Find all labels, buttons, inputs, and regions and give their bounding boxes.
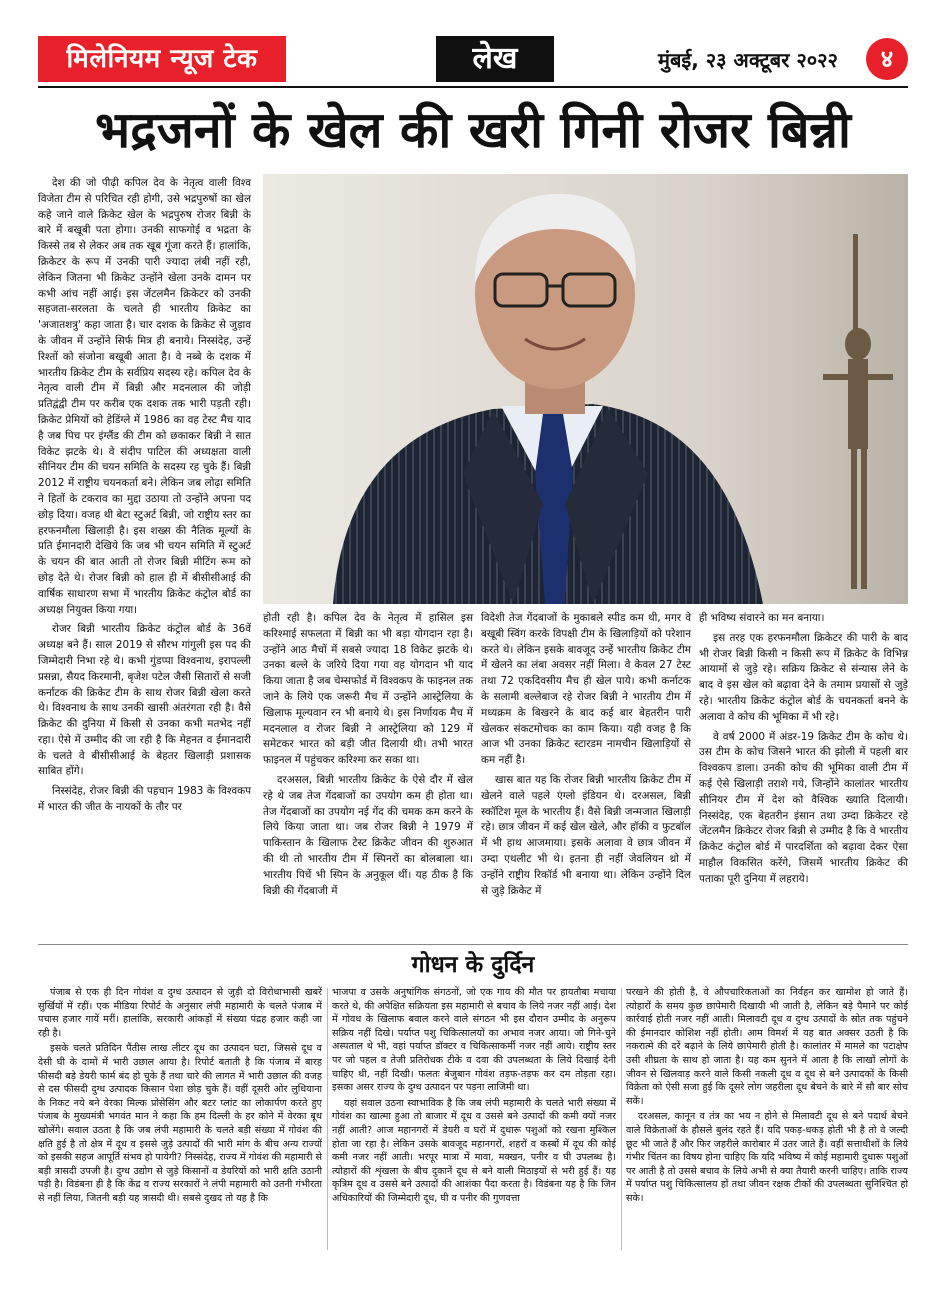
page-number-badge: ४	[866, 38, 908, 80]
editorial-paragraph: भाजपा व उसके अनुषांगिक संगठनों, जो एक गाय की मौत पर हायतौबा मचाया करते थे, की अपेक्षित सक्रियता इस महामारी से बचाव के लिये नजर नहीं आई। देश में गोवध के खिलाफ बवाल करने वाले संगठन भी इस दौरान उम्मीद के अनुरूप सक्रिय नहीं दिखे। पर्याप्त पशु चिकित्सालयों का अभाव नजर आया। जो गिने-चुने अस्पताल थे भी, वहां पर्याप्त डॉक्टर व चिकित्साकर्मी नजर नहीं आये। राष्ट्रीय स्तर पर जो पहल व तेजी प्रतिरोधक टीके व दवा की उपलब्धता के लिये दिखाई देनी चाहिए थी, नहीं दिखी। फलतः बेजुबान गोवंश तड़फ-तड़फ कर दम तोड़ता रहा। इसका असर राज्य के दुग्ध उत्पादन पर पड़ना लाजिमी था।	[332, 987, 616, 1094]
article-paragraph: दरअसल, बिन्नी भारतीय क्रिकेट के ऐसे दौर में खेल रहे थे जब तेज गेंदबाजों का उपयोग कम ही होता था। तेज गेंदबाजों का उपयोग नई गेंद की चमक कम करने के लिये किया जाता था। जब रोजर बिन्नी ने 1979 में पाकिस्तान के खिलाफ टेस्ट क्रिकेट जीवन की शुरुआत की थी तो भारतीय टीम में स्पिनरों का बोलबाला था। भारतीय पिचें भी स्पिन के अनुकूल थीं। यह ठीक है कि बिन्नी की गेंदबाजी में	[263, 773, 473, 897]
article-paragraph: ही भविष्य संवारने का मन बनाया।	[699, 612, 825, 624]
article-paragraph: होती रही है। कपिल देव के नेतृत्व में हासिल इस करिश्माई सफलता में बिन्नी का भी बड़ा योगदान रहा है। उन्होंने आठ मैचों में सबसे ज्यादा 18 विकेट झटके थे। उनका बल्ले के जरिये दिया गया वह योगदान भी याद किया जाता है जब चेम्सफोर्ड में विश्वकप के फाइनल तक जाने के लिये एक जरूरी मैच में उन्होंने आस्ट्रेलिया के खिलाफ मूल्यवान रन भी बनाये थे। इस निर्णायक मैच में मदनलाल व रोजर बिन्नी ने आस्ट्रेलिया को 129 में समेटकर भारत को बड़ी जीत दिलायी थी। तभी भारत फाइनल में पहुंचकर करिश्मा कर सका था।	[263, 612, 473, 767]
editorial-paragraph: इसके चलते प्रतिदिन पैंतीस लाख लीटर दूध का उत्पादन घटा, जिससे दूध व देसी घी के दामों में भारी उछाल आया है। रिपोर्ट बताती है कि पंजाब में बारह फीसदी बड़े डेयरी फार्म बंद हो चुके हैं तथा चारे की लागत में भारी उछाल की वजह से दस फीसदी दुग्ध उत्पादक किसान पेशा छोड़ चुके हैं। वहीं दूसरी ओर लुधियाना के निकट नये बने वेरका मिल्क प्रोसेसिंग और बटर प्लांट का लोकार्पण करते हुए पंजाब के मुख्यमंत्री भगवंत मान ने कहा कि हम दिल्ली के हर कोने में वेरका बूथ खोलेंगे। सवाल उठता है कि जब लंपी महामारी के चलते बड़ी संख्या में गोवंश की क्षति हुई है तो क्षेत्र में दूध व इससे जुड़े उत्पादों की भारी मांग के बीच अन्य राज्यों को इसकी सहज आपूर्ति संभव हो पायेगी? निस्संदेह, राज्य में गोवंश की महामारी से बड़ी त्रासदी उपजी है। दुग्ध उद्योग से जुड़े किसानों व डेयरियों को भारी क्षति उठानी पड़ी है। विडंबना ही है कि केंद्र व राज्य सरकारों ने लंपी महामारी को उतनी गंभीरता से नहीं लिया, जितनी बड़ी यह त्रासदी थी। सबसे दुखद तो यह है कि	[38, 1043, 322, 1204]
masthead	[38, 36, 908, 82]
column-rule	[621, 988, 622, 1250]
section-divider	[38, 944, 908, 945]
masthead-rule	[38, 86, 908, 88]
editorial-column-3	[626, 986, 908, 1256]
portrait-illustration	[263, 174, 908, 604]
editorial-paragraph: परखने की होती है, वे औपचारिकताओं का निर्वहन कर खामोश हो जाते हैं। त्योहारों के समय कुछ छापेमारी दिखायी भी जाती है, लेकिन बड़े पैमाने पर कोई कार्रवाई होती नजर नहीं आती। मिलावटी दूध व दुग्ध उत्पादों के स्रोत तक पहुंचने की ईमानदार कोशिश नहीं होती। आम विमर्श में यह बात अक्सर उठती है कि नकरात्मे की दरें बढ़ाने के लिये छापेमारी होती है। कालांतर में मामले का पटाक्षेप उसी शीघ्रता के साथ हो जाता है। यह कम सुनने में आता है कि लाखों लोगों के जीवन से खिलवाड़ करने वाले किसी नकली दूध व दूध से बने उत्पादकों के किसी विक्रेता को ऐसी सजा हुई कि दूसरे लोग जहरीला दूध बेचने के बारे में सौ बार सोच सकें।	[626, 987, 908, 1107]
editorial-paragraph: पंजाब से एक ही दिन गोवंश व दुग्ध उत्पादन से जुड़ी दो विरोधाभासी खबरें सुर्खियों में रहीं। एक मीडिया रिपोर्ट के अनुसार लंपी महामारी के चलते पंजाब में पचास हजार गायें मरीं। हालांकि, सरकारी आंकड़ों में संख्या पंद्रह हजार कही जा रही है।	[38, 987, 322, 1039]
column-rule	[327, 988, 328, 1250]
article-paragraph: वे वर्ष 2000 में अंडर-19 क्रिकेट टीम के कोच थे। उस टीम के कोच जिसने भारत की झोली में पहली बार विश्वकप डाला। उनकी कोच की भूमिका वाली टीम में कई ऐसे खिलाड़ी तराशे गये, जिन्होंने कालांतर भारतीय सीनियर टीम में देश को वैश्विक ख्याति दिलायी।निस्संदेह, एक बेहतरीन इंसान तथा उम्दा क्रिकेटर रहे जेंटलमैन क्रिकेटर रोजर बिन्नी से उम्मीद है कि वे भारतीय क्रिकेट कंट्रोल बोर्ड में पारदर्शिता को बढ़ावा देकर ऐसा माहौल विकसित करेंगे, जिसमें भारतीय क्रिकेट की पताका पूरी दुनिया में लहराये।	[699, 730, 908, 885]
article-paragraph: विदेशी तेज गेंदबाजों के मुकाबले स्पीड कम थी, मगर वे बखूबी स्विंग करके विपक्षी टीम के खिलाड़ियों को परेशान करते थे। लेकिन इसके बावजूद उन्हें भारतीय क्रिकेट टीम में खेलने का लंबा अवसर नहीं मिला। वे केवल 27 टेस्ट तथा 72 एकदिवसीय मैच ही खेल पाये। कभी कर्नाटक के सलामी बल्लेबाज रहे रोजर बिन्नी ने भारतीय टीम में मध्यक्रम के बिखरने के बाद कई बार बेहतरीन पारी खेलकर संकटमोचक का काम किया। यही वजह है कि आज भी उनका क्रिकेट स्टारडम नामचीन खिलाड़ियों से कम नहीं है।	[481, 612, 691, 767]
article-photo	[263, 174, 908, 604]
article-column-3	[481, 611, 691, 937]
article-column-2	[263, 611, 473, 937]
editorial-paragraph: यहां सवाल उठना स्वाभाविक है कि जब लंपी महामारी के चलते भारी संख्या में गोवंश का खात्मा हुआ तो बाजार में दूध व उससे बने उत्पादों की कमी क्यों नजर नहीं आती? आज महानगरों में डेयरी व घरों में दुधारू पशुओं को रखना मुश्किल होता जा रहा है। लेकिन उसके बावजूद महानगरों, शहरों व कस्बों में दूध की कोई कमी नजर नहीं आती। भरपूर मात्रा में मावा, मक्खन, पनीर व घी उपलब्ध है। त्योहारों की शृंखला के बीच दुकानें दूध से बने वाली मिठाइयों से भरी हुई हैं। यह कृत्रिम दूध व उससे बने उत्पादों की आशंका पैदा करता है। विडंबना यह है कि जिन अधिकारियों की जिम्मेदारी दूध, घी व पनीर की गुणवत्ता	[332, 1097, 616, 1204]
article-paragraph: रोजर बिन्नी भारतीय क्रिकेट कंट्रोल बोर्ड के 36वें अध्यक्ष बने हैं। साल 2019 से सौरभ गांगुली इस पद की जिम्मेदारी निभा रहे थे। कभी गुंडप्पा विश्वनाथ, इरापल्ली प्रसन्ना, सैयद किरमानी, बृजेश पटेल जैसी सितारों से सजी कर्नाटक की क्रिकेट टीम के साथ रोजर बिन्नी खेला करते थे। विश्वनाथ के साथ उनकी खासी अंतरंगता रही है। वैसे क्रिकेट की दुनिया में किसी से उनका कभी मतभेद नहीं रहा। ऐसे में उम्मीद की जा रही है कि मेहनत व ईमानदारी के चलते वे बीसीसीआई के बेहतर खिलाड़ी प्रशासक साबित होंगे।	[38, 623, 251, 778]
brand-banner: मिलेनियम न्यूज टेक	[38, 36, 286, 82]
editorial-column-1	[38, 986, 322, 1256]
article-paragraph: देश की जो पीढ़ी कपिल देव के नेतृत्व वाली विश्व विजेता टीम से परिचित रही होगी, उसे भद्रपुरुषों का खेल कहे जाने वाले क्रिकेट खेल के भद्रपुरुष रोजर बिन्नी के बारे में बखूबी पता होगा। उनकी साफगोई व भद्रता के किस्से तब से लेकर अब तक खूब गूंजा करते हैं। हालांकि, क्रिकेटर के रूप में उनकी पारी ज्यादा लंबी नहीं रही, लेकिन जितना भी क्रिकेट उन्होंने खेला उनके दामन पर कभी आंच नहीं आई। इस जेंटलमैन क्रिकेटर को उनकी सहजता-सरलता के चलते ही भारतीय क्रिकेट का 'अजातशत्रु' कहा जाता है। चार दशक के क्रिकेट से जुड़ाव के जीवन में उन्होंने सिर्फ मित्र ही बनाये। निस्संदेह, उन्हें रिश्तों को संजोना बखूबी आता है। वे नब्बे के दशक में भारतीय क्रिकेट टीम के सर्वप्रिय सदस्य रहे। कपिल देव के नेतृत्व वाली टीम में बिन्नी और मदनलाल की जोड़ी प्रतिद्वंद्वी टीम पर करीब एक दशक तक भारी पड़ती रही। क्रिकेट प्रेमियों को हेडिंग्ले में 1986 का वह टेस्ट मैच याद है जब पिच पर इंग्लैंड की टीम को छकाकर बिन्नी ने सात विकेट झटके थे। वे संदीप पाटिल की अध्यक्षता वाली सीनियर टीम की चयन समिति के सदस्य रह चुके हैं। बिन्नी 2012 में राष्ट्रीय चयनकर्ता बने। लेकिन जब लोढ़ा समिति ने हितों के टकराव का मुद्दा उठाया तो उन्होंने अपना पद छोड़ दिया। वजह थी बेटा स्टुअर्ट बिन्नी, जो राष्ट्रीय स्तर का हरफनमौला खिलाड़ी है। इस शख्स की नैतिक मूल्यों के प्रति ईमानदारी देखिये कि जब भी चयन समिति में स्टुअर्ट के चयन की बात आती तो रोजर बिन्नी मीटिंग रूम को छोड़ देते थे। रोजर बिन्नी को हाल ही में बीसीसीआई की वार्षिक साधारण सभा में भारतीय क्रिकेट कंट्रोल बोर्ड का अध्यक्ष नियुक्त किया गया।	[38, 177, 251, 616]
section-label: लेख	[436, 36, 554, 82]
article-paragraph: खास बात यह कि रोजर बिन्नी भारतीय क्रिकेट टीम में खेलने वाले पहले एंग्लो इंडियन थे। दरअसल, बिन्नी स्कॉटिश मूल के भारतीय हैं। वैसे बिन्नी जन्मजात खिलाड़ी रहे। छात्र जीवन में कई खेल खेले, और हॉकी व फुटबॉल में भी हाथ आजमाया। इसके अलावा वे छात्र जीवन में उम्दा एथलीट भी थे। इतना ही नहीं जेवलियन थ्रो में उन्होंने राष्ट्रीय रिकॉर्ड भी बनाया था। लेकिन उन्होंने दिल से जुड़े क्रिकेट में	[481, 773, 691, 897]
article-column-4	[699, 611, 908, 937]
article-paragraph: इस तरह एक हरफनमौला क्रिकेटर की पारी के बाद भी रोजर बिन्नी किसी न किसी रूप में क्रिकेट के विभिन्न आयामों से जुड़े रहे। सक्रिय क्रिकेट से संन्यास लेने के बाद वे इस खेल को बढ़ावा देने के तमाम प्रयासों से जुड़े रहे। भारतीय क्रिकेट कंट्रोल बोर्ड के चयनकर्ता बनने के अलावा वे कोच की भूमिका में भी रहे।	[699, 631, 908, 723]
article-column-1	[38, 176, 251, 936]
editorial-paragraph: दरअसल, कानून व तंत्र का भय न होने से मिलावटी दूध से बने पदार्थ बेचने वाले विक्रेताओं के हौसले बुलंद रहते हैं। यदि पकड़-धकड़ होती भी है तो वे जल्दी छूट भी जाते हैं और फिर जहरीले कारोबार में उतर जाते हैं। वहीं सत्ताधीशों के लिये गंभीर चिंतन का विषय होना चाहिए कि यदि भविष्य में कोई महामारी दुधारू पशुओं पर आती है तो उससे बचाव के लिये अभी से क्या तैयारी करनी चाहिए। ताकि राज्य में पर्याप्त पशु चिकित्सालय हों तथा जीवन रक्षक टीकों की उपलब्धता सुनिश्चित हो सके।	[626, 1111, 908, 1204]
article-paragraph: निस्संदेह, रोजर बिन्नी की पहचान 1983 के विश्वकप में भारत की जीत के नायकों के तौर पर	[38, 785, 251, 814]
editorial-column-2	[332, 986, 616, 1256]
dateline: मुंबई, २३ अक्टूबर २०२२	[658, 48, 838, 72]
article-headline: भद्रजनों के खेल की खरी गिनी रोजर बिन्नी	[95, 101, 851, 159]
editorial-headline: गोधन के दुर्दिन	[411, 952, 535, 978]
